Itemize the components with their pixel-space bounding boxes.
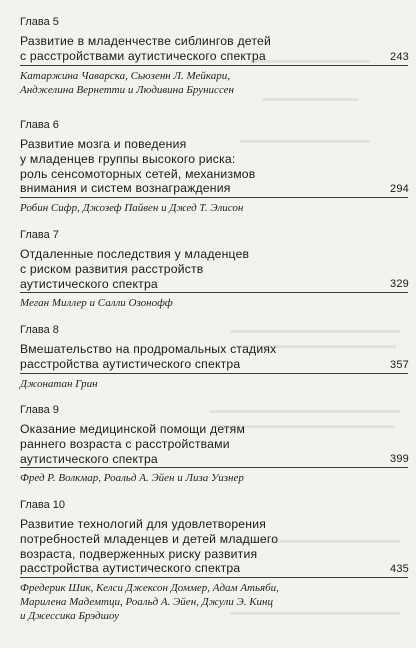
author-line: Катаржина Чаварска, Сьюзенн Л. Мейкари, bbox=[20, 69, 230, 82]
chapter-title-line: у младенцев группы высокого риска: bbox=[20, 151, 236, 166]
author-line: Марилена Мадемтци, Роальд А. Эйен, Джули Э. Кинц bbox=[20, 596, 273, 609]
chapter-title-line: с риском развития расстройств bbox=[20, 261, 204, 276]
chapter-authors bbox=[20, 377, 400, 391]
chapter-title-line: внимания и систем вознаграждения bbox=[20, 181, 231, 196]
chapter-title[interactable] bbox=[20, 34, 412, 64]
chapter-title-line: Вмешательство на продромальных стадиях bbox=[20, 342, 277, 356]
chapter-authors bbox=[20, 201, 400, 215]
chapter-5-entry bbox=[20, 16, 412, 97]
page-number: 435 bbox=[390, 563, 409, 576]
chapter-label: Глава 5 bbox=[20, 16, 59, 28]
author-line: Фред Р. Волкмар, Роальд А. Эйен и Лиза Уизнер bbox=[20, 472, 244, 485]
chapter-label: Глава 7 bbox=[20, 229, 59, 241]
divider bbox=[20, 292, 408, 293]
chapter-title-line: раннего возраста с расстройствами bbox=[20, 436, 230, 451]
chapter-6-entry bbox=[20, 119, 412, 215]
chapter-label: Глава 10 bbox=[20, 499, 66, 511]
chapter-authors bbox=[20, 69, 400, 97]
chapter-title-line: Развитие мозга и поведения bbox=[20, 137, 187, 151]
author-line: Фредерик Шик, Келси Джексон Доммер, Адам Атьяби, bbox=[20, 582, 279, 595]
chapter-title-line: потребностей младенцев и детей младшего bbox=[20, 531, 279, 546]
page-number: 294 bbox=[390, 183, 409, 196]
chapter-title-line: аутистического спектра bbox=[20, 451, 158, 466]
chapter-10-entry bbox=[20, 499, 412, 623]
chapter-authors bbox=[20, 581, 400, 623]
chapter-title-line: аутистического спектра bbox=[20, 276, 158, 291]
chapter-title-line: Отдаленные последствия у младенцев bbox=[20, 247, 250, 261]
author-line: Робин Сифр, Джозеф Пайвен и Джед Т. Элисон bbox=[20, 202, 244, 215]
divider bbox=[20, 577, 408, 578]
chapter-title-line: с расстройствами аутистического спектра bbox=[20, 48, 266, 63]
chapter-title-line: расстройства аутистического спектра bbox=[20, 356, 241, 371]
chapter-9-entry bbox=[20, 404, 412, 485]
chapter-label: Глава 8 bbox=[20, 324, 59, 336]
chapter-title[interactable] bbox=[20, 247, 412, 291]
chapter-title-line: Оказание медицинской помощи детям bbox=[20, 422, 246, 436]
chapter-title[interactable] bbox=[20, 517, 412, 576]
page-number: 243 bbox=[390, 50, 409, 63]
divider bbox=[20, 197, 408, 198]
page-number: 399 bbox=[390, 453, 409, 466]
chapter-title[interactable] bbox=[20, 137, 412, 196]
chapter-authors bbox=[20, 471, 400, 485]
chapter-title-line: Развитие технологий для удовлетворения bbox=[20, 517, 267, 531]
chapter-8-entry bbox=[20, 324, 412, 391]
chapter-label: Глава 9 bbox=[20, 404, 59, 416]
chapter-authors bbox=[20, 296, 400, 310]
chapter-7-entry bbox=[20, 229, 412, 310]
chapter-title-line: роль сенсомоторных сетей, механизмов bbox=[20, 166, 256, 181]
page-number: 329 bbox=[390, 278, 409, 291]
author-line: Анджелина Вернетти и Людивина Бруниссен bbox=[20, 83, 235, 96]
chapter-title[interactable] bbox=[20, 342, 412, 372]
page-number: 357 bbox=[390, 358, 409, 371]
chapter-title[interactable] bbox=[20, 422, 412, 466]
author-line: Джонатан Грин bbox=[20, 377, 98, 390]
chapter-label: Глава 6 bbox=[20, 119, 59, 131]
divider bbox=[20, 467, 408, 468]
chapter-title-line: Развитие в младенчестве сиблингов детей bbox=[20, 34, 271, 48]
author-line: и Джессика Брэдшоу bbox=[20, 610, 120, 623]
author-line: Меган Миллер и Салли Озонофф bbox=[20, 297, 173, 310]
divider bbox=[20, 373, 408, 374]
divider bbox=[20, 65, 408, 66]
chapter-title-line: расстройства аутистического спектра bbox=[20, 561, 241, 576]
chapter-title-line: возраста, подверженных риску развития bbox=[20, 546, 258, 561]
